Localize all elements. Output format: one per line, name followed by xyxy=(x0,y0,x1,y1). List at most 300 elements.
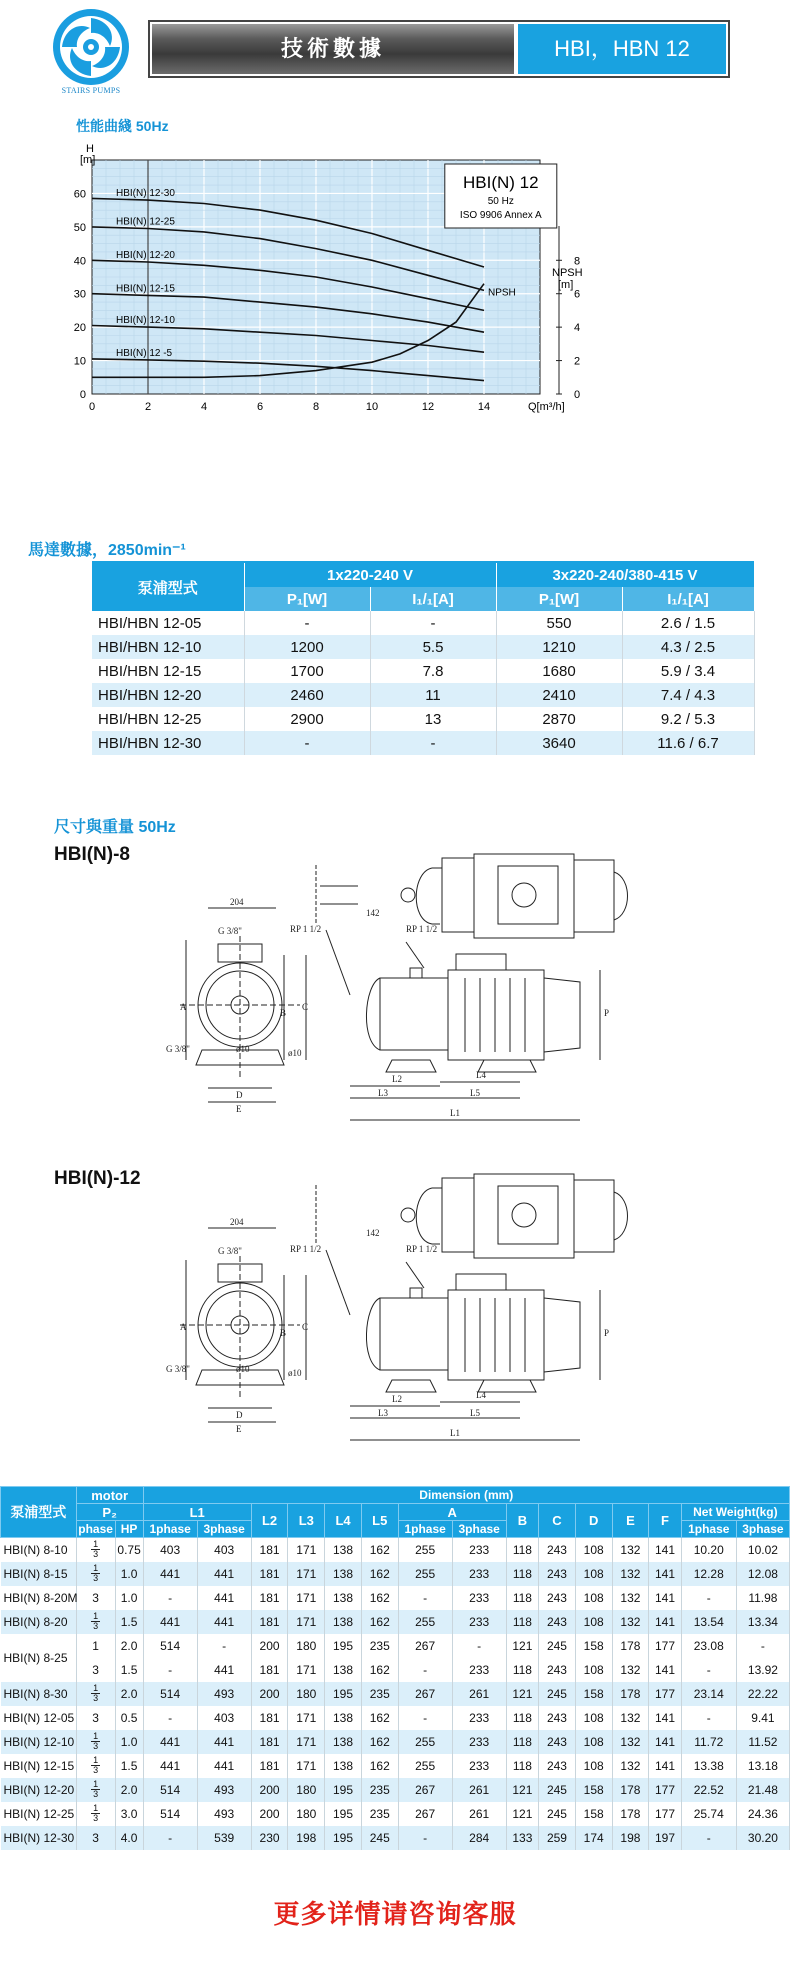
table-cell: 4.0 xyxy=(115,1826,143,1850)
dim-g38: G 3/8" xyxy=(218,926,242,936)
table-cell: 243 xyxy=(539,1538,576,1562)
row-phase: 3 xyxy=(76,1586,115,1610)
table-row xyxy=(1,1610,790,1634)
table-cell: 141 xyxy=(649,1706,681,1730)
table-cell: 441 xyxy=(143,1610,197,1634)
series-label: HBI(N) 12-25 xyxy=(116,216,175,228)
dt-col-l3: L3 xyxy=(288,1504,325,1538)
table-cell: 178 xyxy=(612,1682,649,1706)
table-cell: 162 xyxy=(361,1610,398,1634)
table-cell: 2.0 xyxy=(115,1682,143,1706)
table-cell: 180 xyxy=(288,1634,325,1658)
table-cell: HBI/HBN 12-10 xyxy=(92,635,244,659)
dim-a: A xyxy=(180,1322,187,1332)
row-phase: $\frac{1}{3}$ xyxy=(76,1802,115,1826)
dim-e: E xyxy=(236,1424,242,1434)
table-cell: 138 xyxy=(325,1730,362,1754)
dt-col-c: C xyxy=(539,1504,576,1538)
table-cell: 11.52 xyxy=(736,1730,789,1754)
table-cell: 23.08 xyxy=(681,1634,736,1658)
y-axis-title: H xyxy=(86,143,94,155)
row-phase: $\frac{1}{3}$ xyxy=(76,1610,115,1634)
legend-line-2: ISO 9906 Annex A xyxy=(459,210,542,221)
table-cell: 21.48 xyxy=(736,1778,789,1802)
table-cell: 13 xyxy=(370,707,496,731)
dt-col-dimension: Dimension (mm) xyxy=(143,1487,789,1504)
dimension-weight-table xyxy=(0,1486,790,1850)
table-cell: 162 xyxy=(361,1730,398,1754)
table-cell: HBI/HBN 12-15 xyxy=(92,659,244,683)
table-cell: 245 xyxy=(539,1778,576,1802)
table-cell: - xyxy=(681,1826,736,1850)
dt-col-l1-1phase: 1phase xyxy=(143,1521,197,1538)
dim-a: A xyxy=(180,1002,187,1012)
table-cell: 158 xyxy=(575,1778,612,1802)
table-cell: 245 xyxy=(539,1682,576,1706)
y2-tick-label: 0 xyxy=(574,389,581,401)
table-cell: 245 xyxy=(539,1634,576,1658)
table-cell: 2870 xyxy=(496,707,622,731)
table-cell: 181 xyxy=(251,1706,288,1730)
table-cell: 9.41 xyxy=(736,1706,789,1730)
table-cell: 200 xyxy=(251,1634,288,1658)
table-cell: 25.74 xyxy=(681,1802,736,1826)
page-title: 技術數據 xyxy=(280,36,385,61)
dim-d: D xyxy=(236,1410,243,1420)
table-cell: 441 xyxy=(143,1562,197,1586)
motor-section-title: 馬達數據，2850min⁻¹ xyxy=(28,542,186,559)
table-cell: 118 xyxy=(506,1706,538,1730)
series-label: HBI(N) 12-20 xyxy=(116,249,175,261)
table-cell: 141 xyxy=(649,1610,681,1634)
table-cell: 171 xyxy=(288,1754,325,1778)
table-cell: 108 xyxy=(575,1658,612,1682)
row-phase: $\frac{1}{3}$ xyxy=(76,1562,115,1586)
y2-axis-unit: [m] xyxy=(558,279,574,291)
table-cell: 267 xyxy=(398,1682,452,1706)
table-cell: 255 xyxy=(398,1538,452,1562)
table-row xyxy=(1,1538,790,1562)
table-cell: 118 xyxy=(506,1538,538,1562)
table-cell: 195 xyxy=(325,1802,362,1826)
dt-col-model: 泵浦型式 xyxy=(1,1487,77,1538)
dim-rp: RP 1 1/2 xyxy=(290,1244,322,1254)
table-cell: 0.5 xyxy=(115,1706,143,1730)
table-row xyxy=(92,707,754,731)
table-cell: 178 xyxy=(612,1802,649,1826)
row-model-name: HBI(N) 8-30 xyxy=(1,1682,77,1706)
series-label: HBI(N) 12-30 xyxy=(116,188,175,200)
row-phase: 3 xyxy=(76,1826,115,1850)
y-tick-label: 10 xyxy=(73,355,86,368)
table-cell: 235 xyxy=(361,1802,398,1826)
table-cell: 158 xyxy=(575,1634,612,1658)
row-model-name: HBI(N) 12-05 xyxy=(1,1706,77,1730)
table-cell: 200 xyxy=(251,1778,288,1802)
dt-col-w-1phase: 1phase xyxy=(681,1521,736,1538)
table-cell: 11.6 / 6.7 xyxy=(622,731,754,755)
table-cell: 245 xyxy=(539,1802,576,1826)
table-cell: 141 xyxy=(649,1562,681,1586)
table-cell: 10.02 xyxy=(736,1538,789,1562)
table-cell: 108 xyxy=(575,1730,612,1754)
table-cell: 441 xyxy=(143,1730,197,1754)
x-tick-label: 6 xyxy=(256,401,264,413)
table-cell: 171 xyxy=(288,1562,325,1586)
table-cell: - xyxy=(681,1586,736,1610)
dim-phi10-b: ø10 xyxy=(288,1368,302,1378)
table-cell: 10.20 xyxy=(681,1538,736,1562)
dt-col-w-3phase: 3phase xyxy=(736,1521,789,1538)
table-cell: - xyxy=(143,1658,197,1682)
table-cell: 138 xyxy=(325,1586,362,1610)
dim-d: D xyxy=(236,1090,243,1100)
dim-p: P xyxy=(604,1328,610,1338)
legend-title: HBI(N) 12 xyxy=(463,173,539,192)
top-view-drawing xyxy=(316,1174,628,1258)
table-cell: 162 xyxy=(361,1754,398,1778)
table-cell: 118 xyxy=(506,1658,538,1682)
table-cell: 1.5 xyxy=(115,1610,143,1634)
dimension-drawing-8 xyxy=(166,820,740,1130)
table-cell: 12.28 xyxy=(681,1562,736,1586)
table-cell: 13.38 xyxy=(681,1754,736,1778)
table-cell: 198 xyxy=(288,1826,325,1850)
table-cell: 550 xyxy=(496,611,622,635)
dim-l2: L2 xyxy=(392,1074,402,1084)
table-cell: 0.75 xyxy=(115,1538,143,1562)
table-cell: 181 xyxy=(251,1586,288,1610)
x-tick-label: 2 xyxy=(144,401,152,413)
side-view-drawing xyxy=(326,930,600,1120)
table-row xyxy=(1,1682,790,1706)
y2-tick-label: 4 xyxy=(574,322,581,335)
table-cell: 441 xyxy=(197,1754,251,1778)
table-cell: 7.4 / 4.3 xyxy=(622,683,754,707)
table-cell: 180 xyxy=(288,1682,325,1706)
table-cell: 141 xyxy=(649,1754,681,1778)
table-cell: 514 xyxy=(143,1682,197,1706)
table-cell: 1200 xyxy=(244,635,370,659)
table-cell: 261 xyxy=(452,1778,506,1802)
model-heading-12: HBI(N)-12 xyxy=(54,1168,141,1189)
table-cell: 197 xyxy=(649,1826,681,1850)
table-cell: - xyxy=(681,1706,736,1730)
table-row xyxy=(92,683,754,707)
col-group-1phase: 1x220-240 V xyxy=(244,563,496,587)
x-tick-label: 14 xyxy=(477,401,491,413)
table-cell: 230 xyxy=(251,1826,288,1850)
table-cell: 177 xyxy=(649,1634,681,1658)
dim-l4: L4 xyxy=(476,1070,486,1080)
table-cell: 121 xyxy=(506,1682,538,1706)
table-cell: 233 xyxy=(452,1658,506,1682)
dim-204: 204 xyxy=(230,897,244,907)
table-row xyxy=(1,1562,790,1586)
dt-col-l1: L1 xyxy=(143,1504,251,1521)
table-row xyxy=(1,1826,790,1850)
model-heading-8: HBI(N)-8 xyxy=(54,844,130,865)
row-phase: $\frac{1}{3}$ xyxy=(76,1538,115,1562)
table-cell: 181 xyxy=(251,1754,288,1778)
table-cell: 108 xyxy=(575,1754,612,1778)
table-cell: 2.0 xyxy=(115,1778,143,1802)
dim-l2: L2 xyxy=(392,1394,402,1404)
table-cell: - xyxy=(398,1706,452,1730)
table-cell: - xyxy=(681,1658,736,1682)
dim-phi10-b: ø10 xyxy=(288,1048,302,1058)
front-view-drawing xyxy=(180,908,309,1102)
table-cell: 539 xyxy=(197,1826,251,1850)
dims-section-title: 尺寸與重量 50Hz xyxy=(54,819,176,836)
legend-line-1: 50 Hz xyxy=(487,196,514,207)
table-cell: - xyxy=(197,1634,251,1658)
table-cell: 261 xyxy=(452,1802,506,1826)
table-cell: 22.22 xyxy=(736,1682,789,1706)
dim-rp: RP 1 1/2 xyxy=(290,924,322,934)
dt-col-a: A xyxy=(398,1504,506,1521)
table-cell: - xyxy=(452,1634,506,1658)
model-title: HBI，HBN 12 xyxy=(518,24,726,74)
table-cell: 171 xyxy=(288,1658,325,1682)
table-cell: 138 xyxy=(325,1538,362,1562)
table-cell: 118 xyxy=(506,1562,538,1586)
table-cell: 514 xyxy=(143,1802,197,1826)
y2-tick-label: 6 xyxy=(574,288,581,301)
table-cell: 259 xyxy=(539,1826,576,1850)
table-cell: 138 xyxy=(325,1610,362,1634)
series-label: NPSH xyxy=(488,287,516,299)
row-phase: $\frac{1}{3}$ xyxy=(76,1730,115,1754)
table-cell: 267 xyxy=(398,1778,452,1802)
dt-col-net-weight: Net Weight(kg) xyxy=(681,1504,789,1521)
table-cell: 441 xyxy=(197,1562,251,1586)
table-cell: 171 xyxy=(288,1610,325,1634)
x-tick-label: 10 xyxy=(365,401,379,413)
dt-col-e: E xyxy=(612,1504,649,1538)
row-model-name: HBI(N) 12-15 xyxy=(1,1754,77,1778)
dt-col-b: B xyxy=(506,1504,538,1538)
performance-curve-chart xyxy=(73,143,718,524)
table-cell: 2.6 / 1.5 xyxy=(622,611,754,635)
dim-e: E xyxy=(236,1104,242,1114)
table-cell: 200 xyxy=(251,1802,288,1826)
row-model-name: HBI(N) 12-30 xyxy=(1,1826,77,1850)
table-cell: 24.36 xyxy=(736,1802,789,1826)
row-phase: 3 xyxy=(76,1658,115,1682)
table-cell: 108 xyxy=(575,1586,612,1610)
table-cell: - xyxy=(143,1586,197,1610)
row-model-name: HBI(N) 8-20M xyxy=(1,1586,77,1610)
table-cell: HBI/HBN 12-30 xyxy=(92,731,244,755)
table-cell: 108 xyxy=(575,1610,612,1634)
dim-phi10: ø10 xyxy=(236,1364,250,1374)
dimension-drawing-12 xyxy=(166,1140,740,1450)
table-cell: 1.5 xyxy=(115,1754,143,1778)
table-row xyxy=(92,635,754,659)
table-cell: 493 xyxy=(197,1778,251,1802)
y2-tick-label: 8 xyxy=(574,255,581,268)
table-cell: 493 xyxy=(197,1802,251,1826)
table-cell: 441 xyxy=(197,1730,251,1754)
table-cell: 162 xyxy=(361,1586,398,1610)
table-cell: 162 xyxy=(361,1538,398,1562)
table-cell: - xyxy=(244,611,370,635)
table-cell: 177 xyxy=(649,1802,681,1826)
table-cell: 3640 xyxy=(496,731,622,755)
col-p1: P₁[W] xyxy=(496,587,622,611)
table-cell: HBI/HBN 12-05 xyxy=(92,611,244,635)
dt-col-f: F xyxy=(649,1504,681,1538)
table-cell: 255 xyxy=(398,1754,452,1778)
table-row xyxy=(1,1754,790,1778)
table-cell: 233 xyxy=(452,1586,506,1610)
table-cell: 30.20 xyxy=(736,1826,789,1850)
table-cell: 243 xyxy=(539,1730,576,1754)
table-cell: 403 xyxy=(143,1538,197,1562)
table-cell: 177 xyxy=(649,1778,681,1802)
col-i1: I₁/₁[A] xyxy=(370,587,496,611)
table-cell: 141 xyxy=(649,1658,681,1682)
row-phase: $\frac{1}{3}$ xyxy=(76,1754,115,1778)
table-cell: 195 xyxy=(325,1682,362,1706)
table-cell: - xyxy=(398,1658,452,1682)
table-cell: 118 xyxy=(506,1754,538,1778)
dim-g38-drain: G 3/8" xyxy=(166,1364,190,1374)
table-cell: 1.0 xyxy=(115,1586,143,1610)
table-cell: - xyxy=(143,1706,197,1730)
table-cell: 13.92 xyxy=(736,1658,789,1682)
dim-c: C xyxy=(302,1322,309,1332)
table-cell: 5.9 / 3.4 xyxy=(622,659,754,683)
x-tick-label: 4 xyxy=(200,401,208,413)
table-cell: 174 xyxy=(575,1826,612,1850)
table-cell: 261 xyxy=(452,1682,506,1706)
table-cell: 403 xyxy=(197,1706,251,1730)
table-cell: 11 xyxy=(370,683,496,707)
table-cell: 178 xyxy=(612,1634,649,1658)
table-cell: - xyxy=(370,611,496,635)
table-row xyxy=(1,1706,790,1730)
table-cell: 1700 xyxy=(244,659,370,683)
dim-l5: L5 xyxy=(470,1408,480,1418)
table-cell: 198 xyxy=(612,1826,649,1850)
company-logo xyxy=(50,6,132,96)
table-cell: 121 xyxy=(506,1802,538,1826)
table-cell: 23.14 xyxy=(681,1682,736,1706)
table-cell: - xyxy=(143,1826,197,1850)
table-cell: 233 xyxy=(452,1730,506,1754)
table-cell: 243 xyxy=(539,1754,576,1778)
table-cell: 284 xyxy=(452,1826,506,1850)
x-tick-label: 0 xyxy=(88,401,96,413)
front-view-drawing xyxy=(180,1228,309,1422)
table-row xyxy=(92,659,754,683)
table-cell: 118 xyxy=(506,1586,538,1610)
table-cell: 132 xyxy=(612,1586,649,1610)
table-row xyxy=(1,1802,790,1826)
table-cell: 3.0 xyxy=(115,1802,143,1826)
dt-col-phase: phase xyxy=(76,1521,115,1538)
dim-204: 204 xyxy=(230,1217,244,1227)
row-model-name: HBI(N) 8-25 xyxy=(1,1634,77,1682)
table-cell: 2410 xyxy=(496,683,622,707)
table-cell: 141 xyxy=(649,1538,681,1562)
table-cell: 181 xyxy=(251,1658,288,1682)
table-cell: 243 xyxy=(539,1586,576,1610)
table-row xyxy=(1,1778,790,1802)
table-row xyxy=(1,1586,790,1610)
table-cell: 2460 xyxy=(244,683,370,707)
dt-col-l4: L4 xyxy=(325,1504,362,1538)
dim-phi10: ø10 xyxy=(236,1044,250,1054)
table-cell: 162 xyxy=(361,1706,398,1730)
table-cell: 11.72 xyxy=(681,1730,736,1754)
table-cell: 108 xyxy=(575,1562,612,1586)
y-tick-label: 20 xyxy=(73,322,86,335)
curve-section-title: 性能曲綫 50Hz xyxy=(76,118,169,134)
table-cell: 4.3 / 2.5 xyxy=(622,635,754,659)
table-cell: 195 xyxy=(325,1634,362,1658)
table-cell: HBI/HBN 12-25 xyxy=(92,707,244,731)
col-group-3phase: 3x220-240/380-415 V xyxy=(496,563,754,587)
dim-b: B xyxy=(280,1328,287,1338)
table-cell: 108 xyxy=(575,1706,612,1730)
series-label: HBI(N) 12-15 xyxy=(116,283,175,295)
y-tick-label: 40 xyxy=(73,255,86,268)
table-cell: - xyxy=(370,731,496,755)
dim-l5: L5 xyxy=(470,1088,480,1098)
table-cell: - xyxy=(398,1826,452,1850)
table-cell: 181 xyxy=(251,1730,288,1754)
table-cell: 11.98 xyxy=(736,1586,789,1610)
table-row xyxy=(1,1634,790,1658)
table-cell: 441 xyxy=(143,1754,197,1778)
y-tick-label: 0 xyxy=(79,389,86,401)
table-cell: 171 xyxy=(288,1586,325,1610)
dt-col-d: D xyxy=(575,1504,612,1538)
x-axis-title: Q[m³/h] xyxy=(528,401,565,413)
table-cell: 132 xyxy=(612,1754,649,1778)
table-cell: 243 xyxy=(539,1562,576,1586)
footer-contact-text: 更多详情请咨询客服 xyxy=(273,1899,517,1929)
row-model-name: HBI(N) 12-20 xyxy=(1,1778,77,1802)
dim-l1: L1 xyxy=(450,1428,460,1438)
table-cell: 12.08 xyxy=(736,1562,789,1586)
table-cell: 118 xyxy=(506,1730,538,1754)
dim-c: C xyxy=(302,1002,309,1012)
table-cell: 132 xyxy=(612,1658,649,1682)
table-cell: 233 xyxy=(452,1610,506,1634)
table-cell: 181 xyxy=(251,1562,288,1586)
table-cell: 7.8 xyxy=(370,659,496,683)
dt-col-motor: motor xyxy=(76,1487,143,1504)
dt-col-a-3phase: 3phase xyxy=(452,1521,506,1538)
table-row xyxy=(92,731,754,755)
dim-rp-top: RP 1 1/2 xyxy=(406,1244,438,1254)
row-phase: $\frac{1}{3}$ xyxy=(76,1682,115,1706)
table-cell: 13.34 xyxy=(736,1610,789,1634)
dt-col-p2: P₂ xyxy=(76,1504,143,1521)
table-cell: 118 xyxy=(506,1610,538,1634)
table-cell: 13.18 xyxy=(736,1754,789,1778)
row-model-name: HBI(N) 8-15 xyxy=(1,1562,77,1586)
table-cell: 178 xyxy=(612,1778,649,1802)
dt-col-l5: L5 xyxy=(361,1504,398,1538)
table-cell: 255 xyxy=(398,1610,452,1634)
table-cell: 233 xyxy=(452,1538,506,1562)
table-cell: - xyxy=(398,1586,452,1610)
